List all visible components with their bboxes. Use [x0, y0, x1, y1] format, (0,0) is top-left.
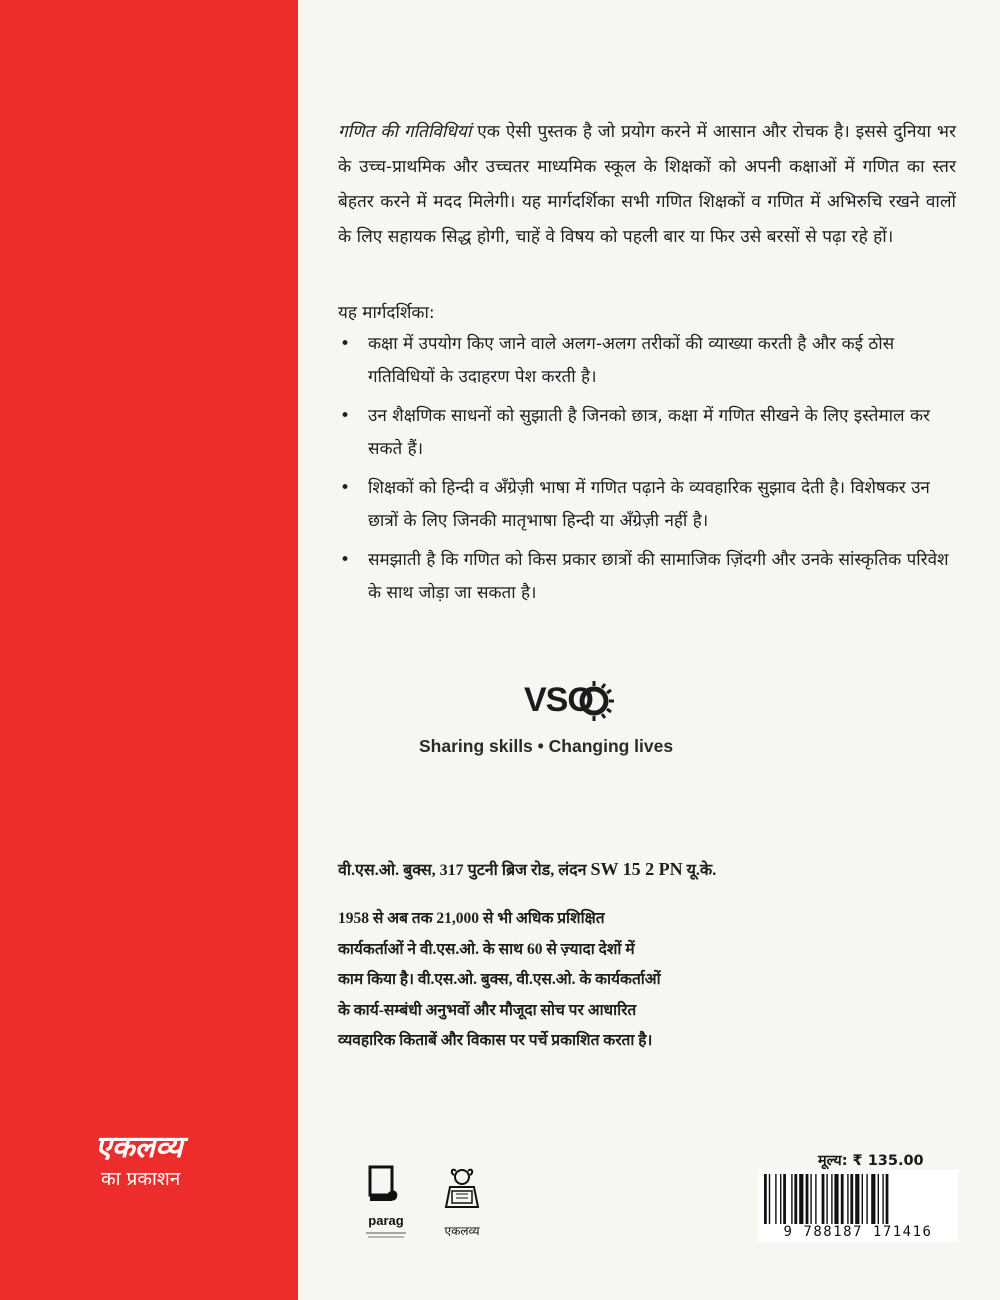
barcode-bar	[841, 1174, 844, 1224]
red-spine-band	[0, 0, 298, 1300]
barcode-bar	[831, 1174, 832, 1224]
bullet-icon: •	[340, 478, 351, 498]
vso-tagline: Sharing skills • Changing lives	[419, 736, 674, 756]
barcode-bar	[822, 1174, 825, 1224]
barcode-bar	[780, 1174, 781, 1224]
publisher-suffix: का प्रकाशन	[101, 1168, 181, 1190]
parag-label: parag	[368, 1213, 404, 1228]
barcode-bar	[794, 1174, 797, 1224]
list-item-text: उन शैक्षणिक साधनों को सुझाती है जिनको छात्र, कक्षा में गणित सीखने के लिए इस्तेमाल कर सकते हैं।	[368, 406, 930, 459]
barcode-bar	[855, 1174, 859, 1224]
book-title: गणित की गतिविधियां	[338, 122, 472, 143]
barcode-bar	[783, 1174, 786, 1224]
vso-logo-text: VSO	[524, 681, 593, 719]
bullet-icon: •	[340, 334, 351, 354]
publisher-address	[338, 858, 716, 880]
list-item-text: कक्षा में उपयोग किए जाने वाले अलग-अलग तरीकों की व्याख्या करती है और कई ठोस गतिविधियों के उदाहरण पेश करती है।	[368, 334, 895, 387]
barcode-bar	[850, 1174, 853, 1224]
list-item	[338, 328, 956, 394]
guide-list	[338, 328, 956, 616]
list-item	[338, 544, 956, 610]
barcode-bar	[871, 1174, 875, 1224]
intro-text: एक ऐसी पुस्तक है जो प्रयोग करने में आसान और रोचक है। इससे दुनिया भर के उच्च-प्राथमिक और उच्चतर माध्यमिक स्कूल के शिक्षकों को अपनी कक्षाओं में गणित का स्तर बेहतर करने में मदद मिलेगी। यह मार्गदर्शिका सभी गणित शिक्षकों व गणित में अभिरुचि रखने वालों के लिए सहायक सिद्ध होगी, चाहें वे विषय को पहली बार या फिर उसे बरसों से पढ़ा रहे हों।	[338, 122, 956, 248]
list-item-text: शिक्षकों को हिन्दी व अँग्रेज़ी भाषा में गणित पढ़ाने के व्यवहारिक सुझाव देती है। विशेषकर उन छात्रों के लिए जिनकी मातृभाषा हिन्दी या अँग्रेज़ी नहीं है।	[368, 478, 930, 531]
guide-heading: यह मार्गदर्शिका:	[338, 303, 435, 323]
barcode-bar	[799, 1174, 803, 1224]
barcode-bar	[847, 1174, 848, 1224]
intro-paragraph	[338, 115, 956, 255]
list-item	[338, 472, 956, 538]
parag-logo-icon	[358, 1163, 414, 1255]
eklavya-logo-icon	[434, 1163, 490, 1255]
barcode-bar	[769, 1174, 770, 1224]
barcode-bar	[815, 1174, 816, 1224]
address-postcode: SW 15 2 PN	[590, 859, 683, 879]
vso-history-paragraph: 1958 से अब तक 21,000 से भी अधिक प्रशिक्षित कार्यकर्ताओं ने वी.एस.ओ. के साथ 60 से ज़्यादा देशों में काम किया है। वी.एस.ओ. बुक्स, वी.एस.ओ. के कार्यकर्ताओं के कार्य-सम्बंधी अनुभवों और मौजूदा सोच पर आधारित व्यवहारिक किताबें और विकास पर पर्चे प्रकाशित करता है।	[338, 910, 661, 1049]
barcode-bar	[834, 1174, 838, 1224]
price-label: मूल्य: ₹ 135.00	[818, 1153, 924, 1169]
barcode-bar	[886, 1174, 889, 1224]
barcode-bar	[878, 1174, 879, 1224]
address-text: वी.एस.ओ. बुक्स, 317 पुटनी ब्रिज रोड, लंदन	[338, 862, 591, 879]
barcode-bar	[775, 1174, 776, 1224]
list-item	[338, 400, 956, 466]
publisher-name: एकलव्य	[95, 1130, 183, 1165]
barcode-bar	[866, 1174, 867, 1224]
address-country: यू.के.	[682, 862, 717, 879]
eklavya-logo-label: एकलव्य	[444, 1224, 480, 1238]
list-item-text: समझाती है कि गणित को किस प्रकार छात्रों की सामाजिक ज़िंदगी और उनके सांस्कृतिक परिवेश के साथ जोड़ा जा सकता है।	[368, 550, 949, 603]
bullet-icon: •	[340, 550, 351, 570]
barcode-bar	[810, 1174, 811, 1224]
barcode-bar	[806, 1174, 809, 1224]
barcode-bar	[764, 1174, 767, 1224]
isbn-number: 9 788187 171416	[783, 1224, 933, 1240]
barcode-bar	[882, 1174, 883, 1224]
barcode-bar	[826, 1174, 827, 1224]
barcode-bar	[791, 1174, 792, 1224]
bullet-icon: •	[340, 406, 351, 426]
barcode-bar	[862, 1174, 863, 1224]
